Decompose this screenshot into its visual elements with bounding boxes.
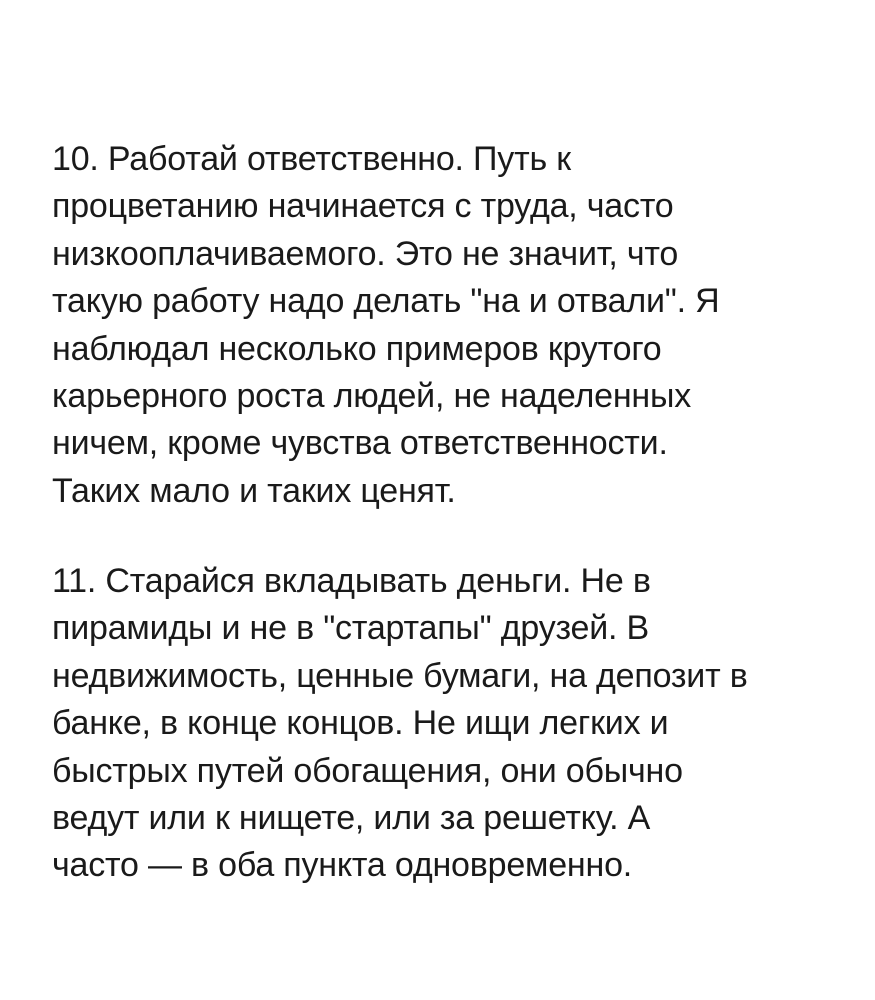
paragraph-line: банке, в конце концов. Не ищи легких и [52, 704, 669, 743]
paragraph-line: ведут или к нищете, или за решетку. А [52, 799, 651, 838]
paragraph-line: Таких мало и таких ценят. [52, 471, 456, 510]
paragraph-line: наблюдал несколько примеров крутого [52, 329, 662, 368]
paragraph-line: карьерного роста людей, не наделенных [52, 377, 692, 416]
paragraph-line: быстрых путей обогащения, они обычно [52, 751, 683, 790]
paragraph-10 [52, 136, 842, 515]
paragraph-line: такую работу надо делать "на и отвали". Я [52, 282, 720, 321]
paragraph-line: недвижимость, ценные бумаги, на депозит в [52, 656, 748, 695]
paragraph-line: низкооплачиваемого. Это не значит, что [52, 234, 679, 273]
paragraph-line: процветанию начинается с труда, часто [52, 187, 674, 226]
paragraph-line: пирамиды и не в "стартапы" друзей. В [52, 609, 650, 648]
paragraph-line: 11. Старайся вкладывать деньги. Не в [52, 562, 651, 600]
paragraph-11 [52, 558, 842, 890]
paragraph-line: часто — в оба пункта одновременно. [52, 846, 633, 885]
paragraph-line: ничем, кроме чувства ответственности. [52, 424, 668, 463]
paragraph-line: 10. Работай ответственно. Путь к [52, 140, 571, 178]
